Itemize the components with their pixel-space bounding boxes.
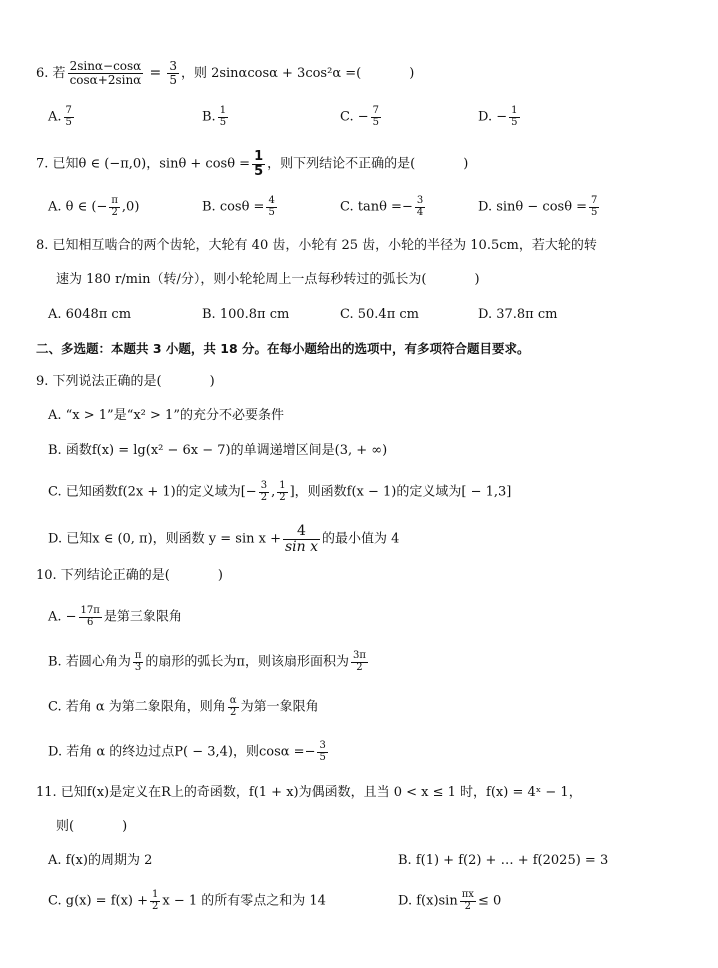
- option-text: A. “x > 1”是“x² > 1”的充分不必要条件: [48, 408, 284, 423]
- option-text: D. f(x)sin: [398, 893, 458, 909]
- option-text: D. 已知x ∈ (0, π)，则函数 y = sin x +: [48, 531, 281, 547]
- option-fraction: [259, 481, 269, 503]
- q6-option-a[interactable]: [48, 106, 76, 128]
- frac-den: 2: [229, 706, 237, 718]
- frac-num: 1: [279, 480, 286, 491]
- option-fraction: [218, 106, 228, 128]
- q9-option-a[interactable]: [48, 406, 284, 426]
- option-fraction: [589, 196, 599, 218]
- frac-den: 6: [87, 616, 94, 628]
- q9-close: ): [209, 374, 215, 389]
- q10-close: ): [217, 568, 223, 583]
- frac-num: 4: [283, 524, 320, 540]
- option-fraction: [277, 481, 287, 503]
- frac-num: 3: [416, 195, 424, 206]
- option-text: B. f(1) + f(2) + … + f(2025) = 3: [398, 853, 609, 868]
- frac-den: 2: [111, 206, 118, 218]
- q6-eq: =: [149, 65, 162, 81]
- option-text: C. 50.4π cm: [340, 307, 419, 322]
- q6-stem: [36, 60, 414, 87]
- q6-tail: ，则 2sinαcosα + 3cos²α =(: [180, 66, 362, 81]
- frac-num: 3π: [352, 650, 366, 661]
- q7-fraction: [252, 150, 265, 178]
- q9-stem-text: 9. 下列说法正确的是(: [36, 374, 162, 389]
- option-label: B.: [202, 109, 216, 125]
- frac-den: 2: [260, 491, 268, 503]
- q8-close: ): [474, 272, 480, 287]
- frac-num: π: [134, 650, 142, 661]
- option-fraction: [150, 890, 160, 912]
- q11-option-b[interactable]: [398, 851, 608, 871]
- q6-ratio-den: 5: [169, 73, 177, 87]
- option-text: ,0): [121, 199, 140, 215]
- q6-option-d[interactable]: [478, 106, 522, 128]
- q11-line1: 11. 已知f(x)是定义在R上的奇函数，f(1 + x)为偶函数，且当 0 < x ≤ 1 时，f(x) = 4ˣ − 1，: [36, 785, 582, 800]
- frac-num: 1: [152, 889, 159, 900]
- option-fraction: [266, 196, 276, 218]
- q6-option-b[interactable]: [202, 106, 230, 128]
- q7-lead: 已知θ ∈ (−π,0)，sinθ + cosθ =: [52, 156, 251, 172]
- option-text: A. θ ∈ (−: [48, 199, 108, 215]
- option-text: x − 1 的所有零点之和为 14: [162, 893, 326, 909]
- q7-tail: ，则下列结论不正确的是(: [267, 156, 416, 172]
- option-fraction: [109, 196, 120, 218]
- option-fraction: [64, 106, 74, 128]
- frac-den: 3: [134, 661, 142, 673]
- q8-option-b[interactable]: [202, 305, 289, 325]
- option-fraction: [79, 606, 102, 628]
- frac-num: 17π: [80, 605, 100, 616]
- frac-num: 3: [260, 480, 268, 491]
- option-fraction: [509, 106, 519, 128]
- frac-den: 4: [416, 206, 424, 218]
- q11-option-c[interactable]: [48, 890, 326, 912]
- q8-stem-line2: [56, 270, 480, 290]
- option-fraction: [283, 524, 320, 554]
- frac-num: α: [229, 695, 237, 706]
- option-text: B. 100.8π cm: [202, 307, 290, 322]
- frac-num: 7: [372, 105, 380, 116]
- q8-option-c[interactable]: [340, 305, 419, 325]
- option-fraction: [415, 196, 425, 218]
- q9-option-c[interactable]: [48, 481, 511, 503]
- q7-option-a[interactable]: [48, 196, 139, 218]
- q6-frac-num: 2sinα−cosα: [69, 59, 142, 74]
- q7-option-d[interactable]: [478, 196, 601, 218]
- option-text: C. 已知函数f(2x + 1)的定义域为[−: [48, 484, 257, 500]
- option-label: D.: [478, 109, 493, 125]
- q9-option-d[interactable]: [48, 524, 399, 554]
- q9-option-b[interactable]: [48, 441, 387, 461]
- option-text: B. 若圆心角为: [48, 654, 131, 670]
- option-text: ≤ 0: [477, 893, 502, 909]
- q11-stem-line2: [56, 817, 127, 837]
- option-text: 是第三象限角: [103, 609, 182, 625]
- option-fraction: [317, 741, 327, 763]
- frac-num: 1: [511, 105, 518, 116]
- option-text: 的最小值为 4: [322, 531, 400, 547]
- option-text: B. 函数f(x) = lg(x² − 6x − 7)的单调递增区间是(3, + ∞): [48, 443, 388, 458]
- option-text: C. 若角 α 为第二象限角，则角: [48, 699, 226, 715]
- q7-stem: [36, 150, 468, 178]
- frac-den: 5: [319, 751, 326, 763]
- option-text: A. −: [48, 609, 77, 625]
- section-heading-text: 二、多选题：本题共 3 小题，共 18 分。在每小题给出的选项中，有多项符合题目要求。: [36, 341, 530, 356]
- option-text: ]，则函数f(x − 1)的定义域为[ − 1,3]: [289, 484, 512, 500]
- frac-num: π: [111, 195, 118, 206]
- option-text: A. f(x)的周期为 2: [48, 853, 153, 868]
- frac-num: 3: [319, 740, 326, 751]
- frac-num: 7: [591, 195, 598, 206]
- section-heading: [36, 339, 530, 359]
- q11-option-a[interactable]: [48, 851, 152, 871]
- frac-num: 4: [268, 195, 275, 206]
- q11-option-d[interactable]: [398, 890, 501, 912]
- q6-close: ): [409, 66, 415, 81]
- frac-num: 1: [254, 149, 264, 164]
- q7-option-c[interactable]: [340, 196, 427, 218]
- q10-option-c[interactable]: [48, 696, 319, 718]
- option-text: D. 37.8π cm: [478, 307, 558, 322]
- frac-den: 5: [268, 206, 275, 218]
- q8-stem-line1: [36, 236, 597, 256]
- frac-den: 5: [65, 116, 72, 128]
- option-text: C. g(x) = f(x) +: [48, 893, 149, 909]
- option-text: 为第一象限角: [240, 699, 319, 715]
- option-fraction: [460, 890, 476, 912]
- q6-option-c[interactable]: [340, 106, 383, 128]
- q7-number: 7.: [36, 156, 49, 172]
- option-fraction: [133, 651, 144, 673]
- option-text: ,: [271, 484, 276, 500]
- option-text: C. tanθ =−: [340, 199, 413, 215]
- q8-option-d[interactable]: [478, 305, 557, 325]
- q8-line2: 速为 180 r/min（转/分），则小轮轮周上一点每秒转过的弧长为(: [56, 272, 427, 287]
- option-fraction: [371, 106, 381, 128]
- q10-stem-text: 10. 下列结论正确的是(: [36, 568, 170, 583]
- option-label: C.: [340, 109, 354, 125]
- q11-close: ): [122, 819, 128, 834]
- frac-num: 1: [219, 105, 227, 116]
- option-text: D. 若角 α 的终边过点P( − 3,4)，则cosα =−: [48, 744, 316, 760]
- q10-stem: [36, 566, 223, 586]
- option-label: A.: [48, 109, 62, 125]
- option-sign: −: [496, 109, 508, 125]
- frac-den: 5: [219, 116, 227, 128]
- option-fraction: [351, 651, 368, 673]
- q9-stem: [36, 372, 215, 392]
- q6-frac-den: cosα+2sinα: [69, 73, 142, 87]
- q6-ratio: [167, 60, 179, 86]
- option-fraction: [228, 696, 239, 718]
- q10-option-d[interactable]: [48, 741, 330, 763]
- q7-option-b[interactable]: [202, 196, 279, 218]
- frac-den: 2: [356, 661, 363, 673]
- option-sign: −: [357, 109, 369, 125]
- frac-den: 2: [464, 900, 472, 912]
- q8-option-a[interactable]: [48, 305, 131, 325]
- frac-den: 2: [152, 900, 159, 912]
- frac-den: 5: [591, 206, 598, 218]
- frac-den: 2: [279, 491, 286, 503]
- q8-line1: 8. 已知相互啮合的两个齿轮，大轮有 40 齿，小轮有 25 齿，小轮的半径为 10.5cm，若大轮的转: [36, 238, 597, 253]
- q10-option-a[interactable]: [48, 606, 182, 628]
- q10-option-b[interactable]: [48, 651, 370, 673]
- q11-line2: 则(: [56, 819, 75, 834]
- frac-num: πx: [461, 889, 474, 900]
- q6-fraction: [68, 60, 144, 86]
- q7-close: ): [463, 156, 469, 172]
- frac-den: 5: [511, 116, 518, 128]
- q6-lead: 若: [52, 66, 66, 81]
- frac-den: 5: [372, 116, 380, 128]
- frac-num: 7: [65, 105, 72, 116]
- frac-den: 5: [254, 163, 264, 179]
- option-text: B. cosθ =: [202, 199, 265, 215]
- option-text: D. sinθ − cosθ =: [478, 199, 588, 215]
- option-text: A. 6048π cm: [48, 307, 132, 322]
- option-text: 的扇形的弧长为π，则该扇形面积为: [145, 654, 349, 670]
- q11-stem-line1: [36, 783, 582, 803]
- q6-number: 6.: [36, 66, 49, 81]
- frac-den: sin x: [285, 538, 319, 555]
- q6-ratio-num: 3: [169, 59, 177, 74]
